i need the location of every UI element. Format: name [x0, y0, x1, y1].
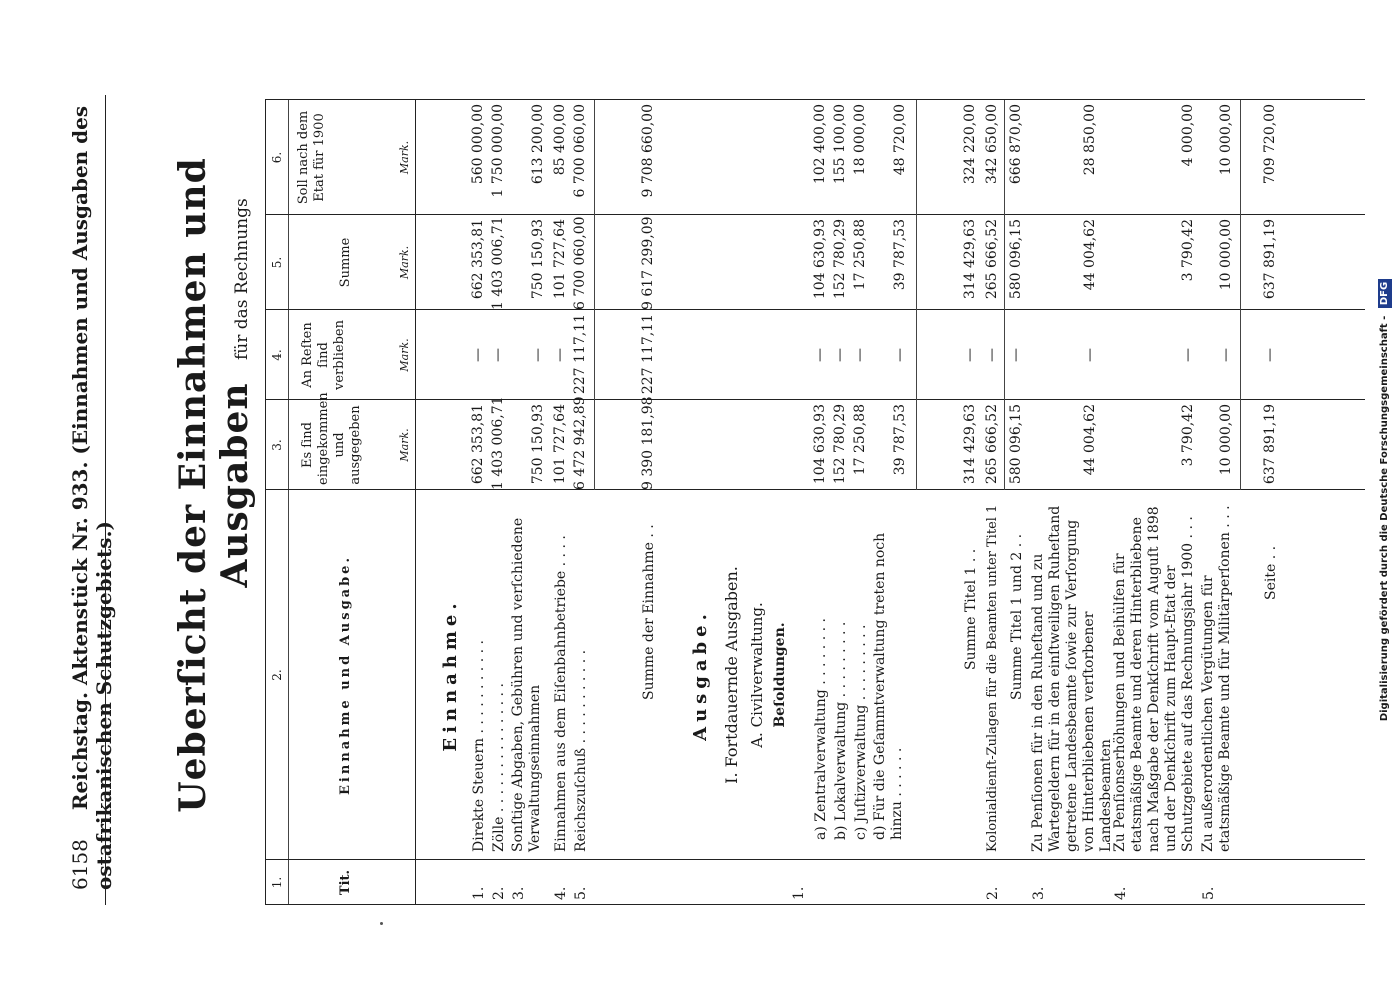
colnum-1: 1. — [270, 876, 284, 889]
table-right-rule — [265, 99, 1365, 100]
col-head-description: Einnahme und Ausgabe. — [338, 555, 353, 795]
col-head-remainders: An Reſten ſind verblieben — [300, 320, 347, 390]
tit1-sum-rule — [916, 100, 917, 490]
scan-speck — [380, 922, 383, 925]
seite-rule — [1240, 100, 1241, 490]
unit-col3: Mark. — [398, 428, 411, 462]
colnum-3: 3. — [270, 439, 284, 451]
header-bottom-rule — [415, 100, 416, 905]
colnum-rule — [288, 100, 289, 905]
unit-col5: Mark. — [398, 245, 411, 280]
rotated-page: 6158 Reichstag. Aktenstück Nr. 933. (Einnahmen und Ausgaben des ostafrikanischen Schutzgebiets.) Ueberſicht der Einnahmen und Ausgaben für das Rechnungs 1. 2. 3. 4. 5. 6. Tit. Einnahme und Ausgabe. Es ſind eingekommen und ausgegeben An Reſten ſind verblieben Summe Soll nach dem Etat für 1900 Mark. Mark. Mark. Mark. Einnahme. 1. Direkte Steuern . . . . . . . . . . . 662 353,81 — 662 353,81 560 000,00 2. Zölle . . . . . . . . . . . . . . . 1 403 006,71 — 1 403 006,71 1 750 000,00 3. Sonſtige Abgaben, Gebühren und verſchiedene Verwaltungseinnahmen 750 150,93 — 750 150,93 613 200,00 4. Einnahmen aus dem Eiſenbahnbetriebe . . . . 101 727,64 — 101 727,64 85 400,00 5. Reichszuſchuß . . . . . . . . . . . 6 472 942,89 227 117,11 6 700 060,00 6 700 060,00 Summe der Einnahme . . 9 390 181,98 227 117,11 9 617 299,09 9 708 660,00 Ausgabe. I. Fortdauernde Ausgaben. A. Civilverwaltung. Beſoldungen. 1. a) Zentralverwaltung . . . . . . . . 104 630,93 — 104 630,93 102 400,00 b) Lokalverwaltung . . . . . . . . . 152 780,29 — 152 780,29 155 100,00 c) Juſtizverwaltung . . . . . . . . . 17 250,88 — 17 250,88 18 000,00 d) Für die Geſammtverwaltung treten noch hinzu . . . . . . 39 787,53 — 39 787,53 48 720,00 Summe Titel 1 . . 314 429,63 — 314 429,63 324 220,00 2. Kolonialdienſt-Zulagen für die Beamten unter Titel 1 265 666,52 — 265 666,52 342 650,00 Summe Titel 1 und 2 . . 580 096,15 — 580 096,15 666 870,00 3. Zu Penſionen für in den Ruheſtand und zu Wartegeldern für in den einſtweiligen Ruheſtand getretene Landesbeamte ſowie zur Verſorgung von Hinterbliebenen verſtorbener Landesbeamten 44 004,62 — 44 004,62 28 850,00 4. Zu Penſionserhöhungen und Beihülfen für etatsmäßige Beamte und deren Hinterbliebene nach Maßgabe der Denkſchrift vom Auguſt 1898 und der Denkſchrift zum Haupt-Etat der Schutzgebiete auf das Rechnungsjahr 1900 . . . 3 790,42 — 3 790,42 4 000,00 5. Zu außerordentlichen Vergütungen für etatsmäßige Beamte und für Militärperſonen . . . 10 000,00 — 10 000,00 10 000,00 Seite . . 637 891,19 — 637 891,19 709 720,00 — [0, 0, 1397, 1000]
running-header — [68, 0, 116, 890]
header-rule — [105, 95, 106, 905]
einnahme-sum-rule — [594, 100, 595, 490]
digitization-note: Digitalisierung gefördert durch die Deutsche Forschungsgemeinschaft - — [1379, 315, 1390, 722]
col-head-received: Es ſind eingekommen und ausgegeben — [300, 392, 363, 485]
einnahme-heading: Einnahme. — [440, 598, 461, 752]
ausgabe-tit-1: 1. — [791, 886, 807, 900]
page-number: 6158 — [68, 839, 92, 890]
running-title: Reichstag. Aktenstück Nr. 933. (Einnahmen und Ausgaben des ostafrikanischen Schutzgebiets.) — [68, 105, 116, 890]
section-fortdauernde: I. Fortdauernde Ausgaben. — [722, 566, 741, 784]
colnum-6: 6. — [270, 151, 284, 164]
colnum-5: 5. — [270, 256, 284, 269]
unit-col6: Mark. — [398, 140, 411, 175]
col1-rule — [265, 859, 1365, 860]
tit12-sum-rule — [1004, 100, 1005, 490]
ausgabe-heading: Ausgabe. — [690, 609, 711, 741]
col-head-sum: Summe — [338, 237, 353, 288]
col-head-target: Soll nach dem Etat für 1900 — [296, 110, 327, 205]
col-head-tit: Tit. — [338, 869, 353, 896]
table-top-rule — [265, 100, 266, 905]
subsection-besoldungen: Beſoldungen. — [772, 622, 788, 728]
page-title: Ueberſicht der Einnahmen und Ausgaben — [172, 157, 256, 813]
colnum-2: 2. — [270, 669, 284, 681]
digitization-strip — [1372, 0, 1397, 1000]
dfg-logo: DFG — [1378, 279, 1392, 308]
page-subtitle: für das Rechnungs — [232, 198, 252, 360]
colnum-4: 4. — [270, 349, 284, 361]
section-civilverwaltung: A. Civilverwaltung. — [748, 602, 766, 748]
table-left-rule — [265, 904, 1365, 905]
unit-col4: Mark. — [398, 338, 411, 372]
